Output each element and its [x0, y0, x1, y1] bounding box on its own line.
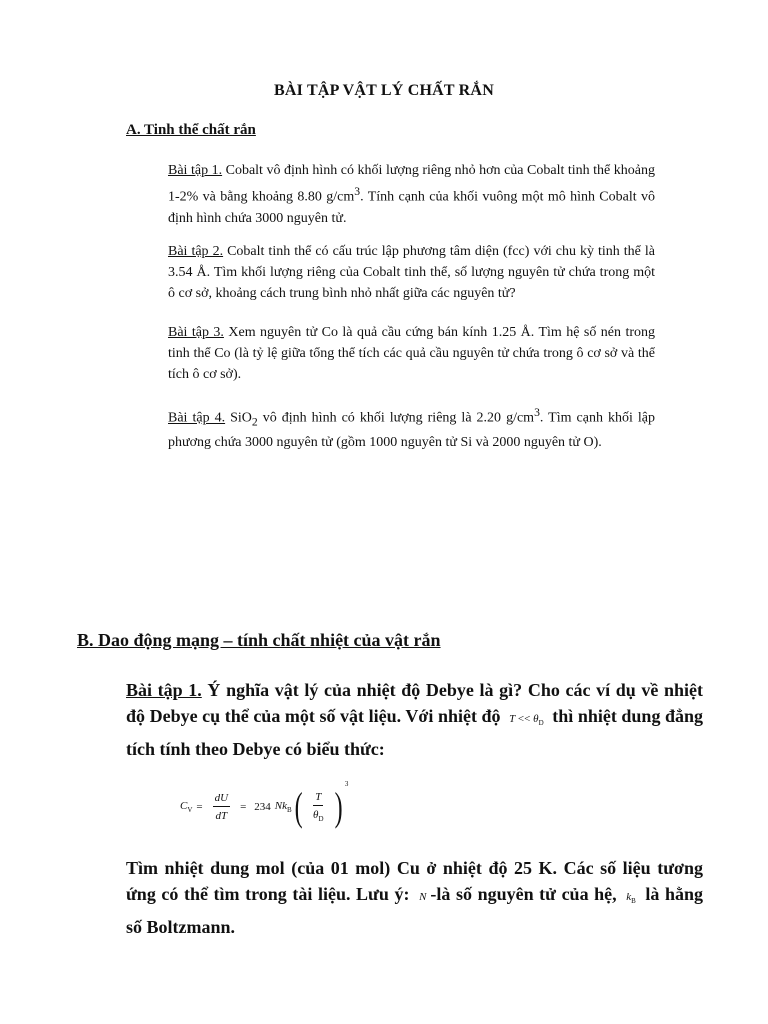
exercise-text: Ý nghĩa vật lý của nhiệt độ Debye là gì? Cho các ví dụ về nhiệt độ Debye cụ thể của một số vật liệu. Với nhiệt độ — [126, 680, 704, 726]
formula-coefficient: 234 — [254, 801, 271, 813]
exercise-text: SiO — [225, 410, 252, 426]
exercise-b1 — [126, 677, 703, 762]
debye-formula — [180, 782, 348, 832]
inline-condition: $T << \theta_D$ — [509, 713, 544, 728]
formula-power: 3 — [344, 780, 349, 788]
exercise-label: Bài tập 4. — [168, 410, 226, 426]
exercise-b1-question — [126, 855, 703, 940]
formula-nk: $Nk_B$ — [274, 799, 292, 815]
exercise-label: Bài tập 3. — [168, 325, 224, 340]
exercise-a4 — [168, 402, 655, 453]
exercise-label: Bài tập 1. — [168, 163, 223, 178]
exercise-label: Bài tập 2. — [168, 244, 224, 259]
exercise-text: Tìm nhiệt dung mol (của 01 mol) Cu ở nhiệt độ 25 K. Các số liệu tương ứng có thể tìm trong tài liệu. Lưu ý: — [126, 858, 703, 904]
exercise-text: . Tìm cạnh khối lập phương chứa 3000 nguyên tử (gồm 1000 nguyên tử Si và 2000 nguyên tử O). — [168, 410, 655, 451]
formula-inner-fraction: $\frac{T}{\theta_D}$ — [313, 790, 324, 824]
formula-right-paren: ) — [334, 784, 343, 829]
exercise-text: là hằng số Boltzmann. — [126, 884, 704, 938]
subscript: 2 — [251, 415, 258, 429]
formula-left-paren: ( — [294, 784, 303, 829]
exercise-label: Bài tập 1. — [126, 680, 202, 700]
exercise-text: . Tính cạnh của khối vuông một mô hình Cobalt vô định hình chứa 3000 nguyên tử. — [168, 189, 656, 226]
exercise-text: Cobalt tinh thể có cấu trúc lập phương tâm diện (fcc) với chu kỳ tinh thể là 3.54 Å. Tìm khối lượng riêng của Cobalt tinh thể, số lượng nguyên tử chứa trong một ô cơ sở, khoảng cách trung bình nhỏ nhất giữa các nguyên tử? — [168, 244, 655, 301]
inline-symbol-n: N — [419, 891, 427, 903]
exercise-text: Cobalt vô định hình có khối lượng riêng nhỏ hơn của Cobalt tinh thể khoảng 1-2% và bằng khoảng 8.80 g/cm — [168, 163, 656, 205]
superscript: 3 — [534, 406, 540, 419]
superscript: 3 — [354, 185, 361, 198]
formula-fraction: $\frac{dU}{dT}$ — [214, 792, 229, 822]
section-a-heading: A. Tinh thể chất rắn — [126, 122, 256, 138]
document-title: BÀI TẬP VẬT LÝ CHẤT RẮN — [274, 82, 494, 99]
section-b-heading: B. Dao động mạng – tính chất nhiệt của vật rắn — [77, 630, 441, 650]
exercise-a1 — [168, 160, 655, 229]
exercise-text: thì nhiệt dung đẳng tích tính theo Debye có biểu thức: — [126, 706, 704, 760]
formula-equals: = — [196, 801, 203, 813]
exercise-text: Xem nguyên tử Co là quả cầu cứng bán kính 1.25 Å. Tìm hệ số nén trong tinh thể Co (là tỷ lệ giữa tổng thể tích các quả cầu nguyên tử chứa trong ô cơ sở và thể tích ô cơ sở). — [168, 325, 655, 382]
formula-equals: = — [240, 801, 247, 813]
formula-lhs: $C_V$ — [180, 799, 193, 815]
exercise-a3 — [168, 322, 655, 385]
exercise-text: -là số nguyên tử của hệ, — [430, 884, 617, 904]
inline-symbol-kb: $k_B$ — [626, 891, 636, 906]
exercise-a2 — [168, 241, 655, 304]
exercise-text: vô định hình có khối lượng riêng là 2.20 g/cm — [257, 410, 535, 426]
